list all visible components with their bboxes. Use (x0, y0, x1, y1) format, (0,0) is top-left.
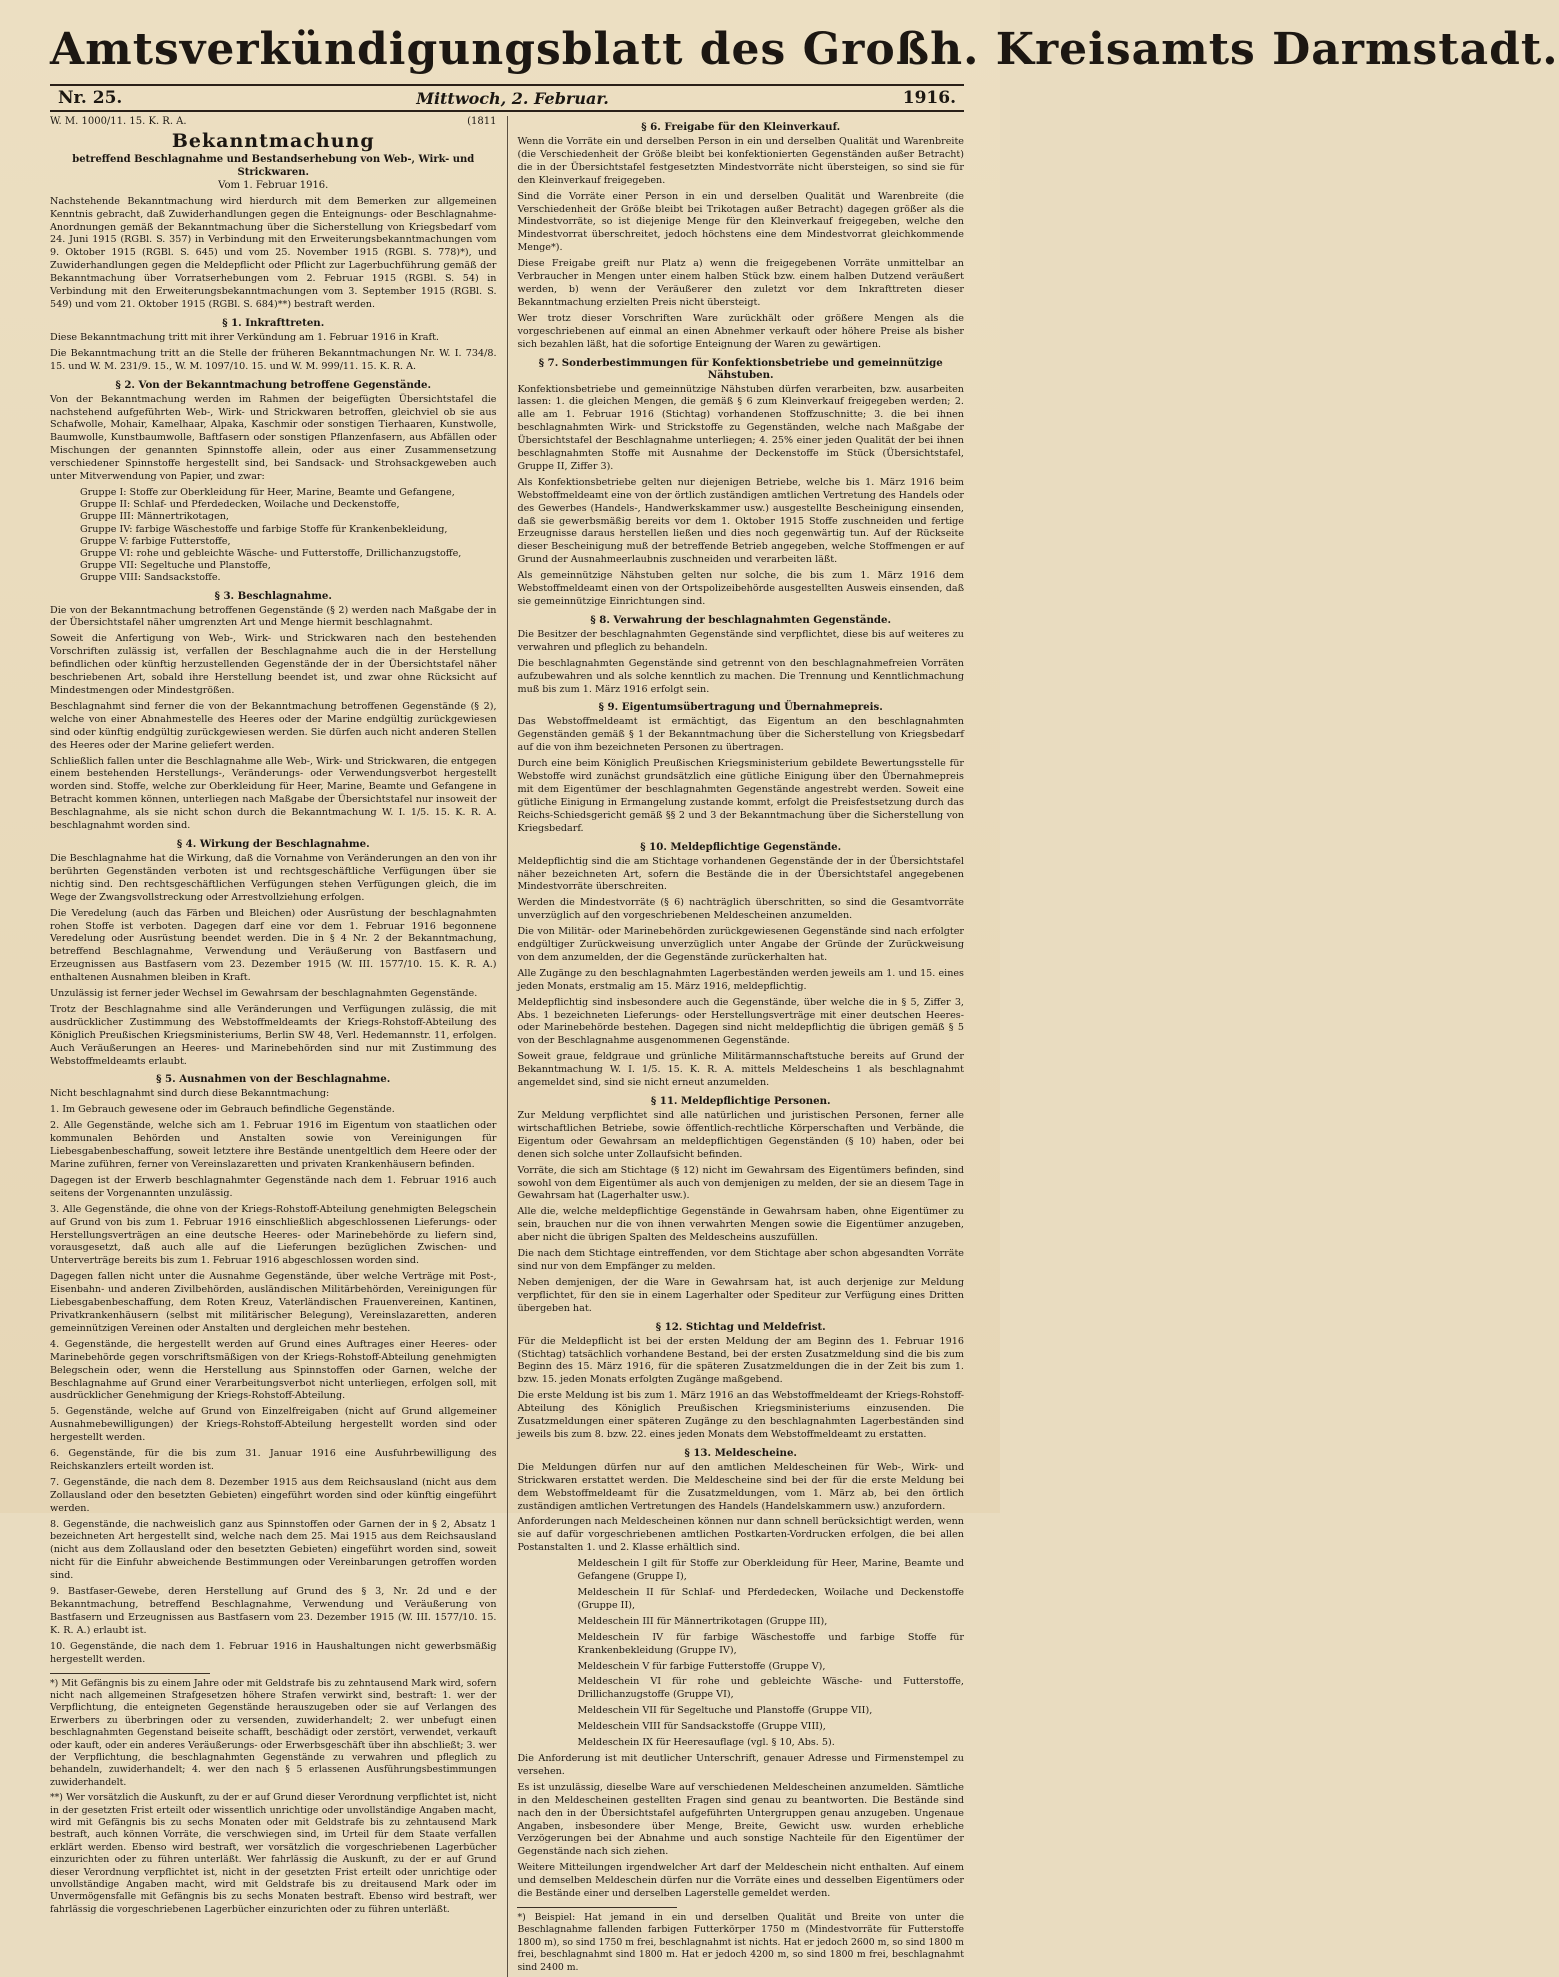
column-divider (507, 116, 508, 1977)
paragraph: Für die Meldepflicht ist bei der ersten Meldung der am Beginn des 1. Februar 1916 (Stichtag) tatsächlich vorhandene Bestand, bei der ersten Zusatzmeldung sind die bis zum Beginn des 15. März 1916, für die späteren Zusatzmeldungen die in der Zeit bis zum 1. bzw. 15. jeden Monats erfolgten Zugänge maßgebend. (517, 1335, 964, 1386)
paragraph: Von der Bekanntmachung werden im Rahmen der beigefügten Übersichtstafel die nachstehend aufgeführten Web-, Wirk- und Strickwaren betroffen, gleichviel ob sie aus Schafwolle, Mohair, Kamelhaar, Alpaka, Kaschmir oder sonstigen Tierhaaren, Kunstwolle, Baumwolle, Kunstbaumwolle, Baftfasern oder sonstigen Pflanzenfasern, aus Abfällen oder Mischungen der genannten Spinnstoffe allein, oder aus einer Zusammensetzung verschiedener Spinnstoffe hergestellt sind, bei Sandsack- und Strohsackgeweben auch unter Mitverwendung von Papier, und zwar: (50, 393, 497, 483)
issue-year: 1916. (902, 88, 956, 108)
section-4-title: § 4. Wirkung der Beschlagnahme. (176, 837, 370, 850)
section-13-title: § 13. Meldescheine. (684, 1446, 797, 1459)
meldeschein-item: Meldeschein IV für farbige Wäschestoffe und farbige Stoffe für Krankenbekleidung (Gruppe IV), (577, 1631, 964, 1656)
paragraph: Die Veredelung (auch das Färben und Bleichen) oder Ausrüstung der beschlagnahmten rohen Stoffe ist verboten. Dagegen darf eine vor dem 1. Februar 1916 begonnene Veredelung oder Ausrüstung beendet werden. Die in § 4 Nr. 2 der Bekanntmachung, betreffend Beschlagnahme, Verwendung und Veräußerung von Bastfasern und Erzeugnissen aus Bastfasern vom 23. Dezember 1915 (W. III. 1577/10. 15. K. R. A.) enthaltenen Ausnahmen bleiben in Kraft. (50, 907, 497, 984)
paragraph: Die Meldungen dürfen nur auf den amtlichen Meldescheinen für Web-, Wirk- und Strickwaren erstattet werden. Die Meldescheine sind bei der für die erste Meldung bei dem Webstoffmeldeamt für die Zusatzmeldungen, vom 1. März ab, bei den örtlich zuständigen amtlichen Vertretungen des Handels (Handelskammern usw.) anzufordern. (517, 1461, 964, 1512)
meldeschein-item: Meldeschein VIII für Sandsackstoffe (Gruppe VIII), (577, 1721, 826, 1733)
paragraph: Die beschlagnahmten Gegenstände sind getrennt von den beschlagnahmefreien Vorräten aufzubewahren und als solche kenntlich zu machen. Die Trennung und Kenntlichmachung muß bis zum 1. März 1916 erfolgt sein. (517, 657, 964, 695)
paragraph: Die Beschlagnahme hat die Wirkung, daß die Vornahme von Veränderungen an den von ihr berührten Gegenständen verboten ist und rechtsgeschäftliche Verfügungen über sie nichtig sind. Den rechtsgeschäftlichen Verfügungen stehen Verfügungen gleich, die im Wege der Zwangsvollstreckung oder Arrestvollziehung erfolgen. (50, 852, 497, 903)
paragraph: Unzulässig ist ferner jeder Wechsel im Gewahrsam der beschlagnahmten Gegenstände. (50, 988, 478, 1000)
announcement-heading: Bekanntmachung (171, 130, 375, 152)
paragraph: Meldepflichtig sind die am Stichtage vorhandenen Gegenstände der in der Übersichtstafel näher bezeichneten Art, sofern die Bestände die in der Übersichtstafel angegebenen Mindestvorräte überschreiten. (517, 855, 964, 893)
list-item: 9. Bastfaser-Gewebe, deren Herstellung auf Grund des § 3, Nr. 2d und e der Bekanntmachung, betreffend Beschlagnahme, Verwendung und Veräußerung von Bastfasern und Erzeugnissen aus Bastfasern vom 23. Dezember 1915 (W. III. 1577/10. 15. K. R. A.) erlaubt ist. (50, 1586, 497, 1636)
footnote: **) Wer vorsätzlich die Auskunft, zu der er auf Grund dieser Verordnung verpflichtet ist, nicht in der gesetzten Frist erteilt oder wissentlich unrichtige oder unvollständige Angaben macht, wird mit Gefängnis bis zu sechs Monaten oder mit Geldstrafe bis zu zehntausend Mark bestraft, auch können Vorräte, die verschwiegen sind, im Urteil für dem Staate verfallen erklärt werden. Ebenso wird bestraft, wer vorsätzlich die vorgeschriebenen Lagerbücher einzurichten oder zu führen unterläßt. Wer fahrlässig die Auskunft, zu der er auf Grund dieser Verordnung verpflichtet ist, nicht in der gesetzten Frist erteilt oder unrichtige oder unvollständige Angaben macht, wird mit Geldstrafe bis zu dreitausend Mark oder im Unvermögensfalle mit Gefängnis bis zu sechs Monaten bestraft. Ebenso wird bestraft, wer fahrlässig die vorgeschriebenen Lagerbücher einzurichten oder zu führen unterläßt. (50, 1792, 497, 1915)
section-8-title: § 8. Verwahrung der beschlagnahmten Gegenstände. (590, 613, 892, 626)
reference-number: (1811 (467, 116, 497, 127)
announcement-subtitle: betreffend Beschlagnahme und Bestandserhebung von Web-, Wirk- und Strickwaren. (72, 154, 475, 178)
masthead-title: Amtsverkündigungsblatt des Großh. Kreisamts Darmstadt. (50, 24, 1559, 75)
meldeschein-item: Meldeschein II für Schlaf- und Pferdedecken, Woilache und Deckenstoffe (Gruppe II), (577, 1587, 964, 1611)
group-item: Gruppe III: Männertrikotagen, (80, 511, 229, 523)
paragraph: Beschlagnahmt sind ferner die von der Bekanntmachung betroffenen Gegenstände (§ 2), welche von einer Abnahmestelle des Heeres oder der Marine endgültig zurückgewiesen sind oder künftig endgültig zurückgewiesen werden. Sie dürfen auch nicht anderen Stellen des Heeres oder der Marine geliefert werden. (50, 700, 497, 751)
group-item: Gruppe V: farbige Futterstoffe, (80, 535, 231, 547)
list-item: 7. Gegenstände, die nach dem 8. Dezember 1915 aus dem Reichsausland (nicht aus dem Zollausland oder den besetzten Gebieten) eingeführt worden sind oder künftig eingeführt werden. (50, 1476, 497, 1514)
section-12-title: § 12. Stichtag und Meldefrist. (655, 1320, 826, 1333)
group-item: Gruppe II: Schlaf- und Pferdedecken, Woilache und Deckenstoffe, (80, 499, 400, 511)
paragraph: Die Besitzer der beschlagnahmten Gegenstände sind verpflichtet, diese bis auf weiteres zu verwahren und pfleglich zu behandeln. (517, 628, 964, 653)
paragraph: Nicht beschlagnahmt sind durch diese Bekanntmachung: (50, 1088, 330, 1100)
group-item: Gruppe IV: farbige Wäschestoffe und farbige Stoffe für Krankenbekleidung, (80, 523, 448, 535)
paragraph: Konfektionsbetriebe und gemeinnützige Nähstuben dürfen verarbeiten, bzw. ausarbeiten lassen: 1. die gleichen Mengen, die gemäß § 6 zum Kleinverkauf freigegeben werden; 2. alle am 1. Februar 1916 (Stichtag) vorhandenen Stoffzuschnitte; 3. die bei ihnen beschlagnahmten Wirk- und Strickstoffe zu Gegenständen, welche nach Maßgabe der Übersichtstafel der Beschlagnahme unterliegen; 4. 25% einer jeden Qualität der bei ihnen beschlagnahmten Stoffe mit Ausnahme der Deckenstoffe im Stück (Übersichtstafel, Gruppe II, Ziffer 3). (517, 383, 964, 472)
paragraph: Das Webstoffmeldeamt ist ermächtigt, das Eigentum an den beschlagnahmten Gegenständen gemäß § 1 der Bekanntmachung über die Sicherstellung von Kriegsbedarf auf die von ihm bezeichneten Personen zu übertragen. (517, 716, 964, 754)
meldeschein-item: Meldeschein I gilt für Stoffe zur Oberkleidung für Heer, Marine, Beamte und Gefangene (Gruppe I), (577, 1558, 964, 1583)
group-item: Gruppe VIII: Sandsackstoffe. (80, 572, 221, 584)
list-item: 8. Gegenstände, die nachweislich ganz aus Spinnstoffen oder Garnen der in § 2, Absatz 1 bezeichneten Art hergestellt sind, welche nach dem 25. Mai 1915 aus dem Reichsausland (nicht aus dem Zollausland oder den besetzten Gebieten) eingeführt worden sind, soweit nicht für die Einfuhr abweichende Bestimmungen oder Vereinbarungen getroffen worden sind. (50, 1518, 497, 1582)
paragraph: Wer trotz dieser Vorschriften Ware zurückhält oder größere Mengen als die vorgeschriebenen auf einmal an einen Abnehmer verkauft oder höhere Preise als bisher sich bezahlen läßt, hat die sofortige Enteignung der Waren zu gewärtigen. (517, 312, 964, 350)
paragraph: Schließlich fallen unter die Beschlagnahme alle Web-, Wirk- und Strickwaren, die entgegen einem bestehenden Herstellungs-, Veränderungs- oder Verwendungsverbot hergestellt worden sind. Stoffe, welche zur Oberkleidung für Heer, Marine, Beamte und Gefangene in Betracht kommen können, unterliegen nach Maßgabe der Übersichtstafel nur insoweit der Beschlagnahme, als sie nicht schon durch die Bekanntmachung W. I. 1/5. 15. K. R. A. beschlagnahmt worden sind. (50, 755, 497, 832)
list-item: 1. Im Gebrauch gewesene oder im Gebrauch befindliche Gegenstände. (50, 1104, 395, 1116)
footnote: *) Mit Gefängnis bis zu einem Jahre oder mit Geldstrafe bis zu zehntausend Mark wird, sofern nicht nach allgemeinen Strafgesetzen höhere Strafen verwirkt sind, bestraft: 1. wer der Verpflichtung, die enteigneten Gegenstände herauszugeben oder sie auf Verlangen des Erwerbers zu überbringen oder zu versenden, zuwiderhandelt; 2. wer unbefugt einen beschlagnahmten Gegenstand beiseite schafft, beschädigt oder zerstört, verwendet, verkauft oder kauft, oder ein anderes Veräußerungs- oder Erwerbsgeschäft über ihn abschließt; 3. wer der Verpflichtung, die beschlagnahmten Gegenstände zu verwahren und pfleglich zu behandeln, zuwiderhandelt; 4. wer den nach § 5 erlassenen Ausführungsbestimmungen zuwiderhandelt. (50, 1677, 497, 1788)
section-11-title: § 11. Meldepflichtige Personen. (650, 1095, 831, 1107)
meldeschein-item: Meldeschein VII für Segeltuche und Planstoffe (Gruppe VII), (577, 1705, 873, 1717)
section-3-title: § 3. Beschlagnahme. (214, 589, 332, 602)
paragraph: Neben demjenigen, der die Ware in Gewahrsam hat, ist auch derjenige zur Meldung verpflichtet, für den sie in einem Lagerhalter oder Spediteur zur Verfügung eines Dritten übergeben hat. (517, 1276, 964, 1314)
paragraph: Vorräte, die sich am Stichtage (§ 12) nicht im Gewahrsam des Eigentümers befinden, sind sowohl von dem Eigentümer als auch von demjenigen zu melden, der sie an diesem Tage in Gewahrsam hat (Lagerhalter usw.). (517, 1164, 964, 1202)
paragraph: Weitere Mitteilungen irgendwelcher Art darf der Meldeschein nicht enthalten. Auf einem und demselben Meldeschein dürfen nur die Vorräte eines und desselben Eigentümers oder die Bestände einer und derselben Lagerstelle gemeldet werden. (517, 1862, 964, 1900)
paragraph: Werden die Mindestvorräte (§ 6) nachträglich überschritten, so sind die Gesamtvorräte unverzüglich auf den vorgeschriebenen Meldescheinen anzumelden. (517, 897, 964, 922)
group-list (80, 487, 497, 585)
paragraph: Soweit graue, feldgraue und grünliche Militärmannschaftstuche bereits auf Grund der Bekanntmachung W. I. 1/5. 15. K. R. A. mittels Meldescheins 1 als beschlagnahmt angemeldet sind, sind sie nicht erneut anzumelden. (517, 1051, 964, 1089)
list-item: Dagegen ist der Erwerb beschlagnahmter Gegenstände nach dem 1. Februar 1916 auch seitens der Vorgenannten unzulässig. (50, 1174, 497, 1199)
list-item: 6. Gegenstände, für die bis zum 31. Januar 1916 eine Ausfuhrbewilligung des Reichskanzlers erteilt worden ist. (50, 1448, 497, 1472)
paragraph: Alle Zugänge zu den beschlagnahmten Lagerbeständen werden jeweils am 1. und 15. eines jeden Monats, erstmalig am 15. März 1916, meldepflichtig. (517, 967, 964, 992)
paragraph: Diese Freigabe greift nur Platz a) wenn die freigegebenen Vorräte unmittelbar an Verbraucher in Mengen unter einem halben Stück bzw. einem halben Dutzend veräußert werden, b) wenn der Veräußerer den zuletzt vor dem Inkrafttreten dieser Bekanntmachung erzielten Preis nicht übersteigt. (517, 258, 964, 308)
paragraph: Meldepflichtig sind insbesondere auch die Gegenstände, über welche die in § 5, Ziffer 3, Abs. 1 bezeichneten Lieferungs- oder Herstellungsverträge mit einer deutschen Heeres- oder Marinebehörde bestehen. Dagegen sind nicht meldepflichtig die übrigen gemäß § 5 von der Beschlagnahme ausgenommenen Gegenstände. (517, 996, 964, 1047)
paragraph: Es ist unzulässig, dieselbe Ware auf verschiedenen Meldescheinen anzumelden. Sämtliche in den Meldescheinen gestellten Fragen sind genau zu beantworten. Die Bestände sind nach den in der Übersichtstafel aufgeführten Untergruppen genau anzugeben. Ungenaue Angaben, insbesondere über Menge, Breite, Gewicht usw. wurden erhebliche Verzögerungen bei der Abnahme und auch sonstige Nachteile für den Eigentümer der Gegenstände nach sich ziehen. (517, 1781, 964, 1858)
paragraph: Wenn die Vorräte ein und derselben Person in ein und derselben Qualität und Warenbreite (die Verschiedenheit der Größe bleibt bei konfektionierten Gegenständen außer Betracht) die in der Übersichtstafel festgesetzten Mindestvorräte nicht übersteigen, so sind sie für den Kleinverkauf freigegeben. (517, 136, 964, 186)
list-item: 10. Gegenstände, die nach dem 1. Februar 1916 in Haushaltungen nicht gewerbsmäßig hergestellt werden. (50, 1640, 497, 1665)
meldeschein-item: Meldeschein IX für Heeresauflage (vgl. § 10, Abs. 5). (577, 1737, 835, 1749)
paragraph: Die Bekanntmachung tritt an die Stelle der früheren Bekanntmachungen Nr. W. I. 734/8. 15. und W. M. 231/9. 15., W. M. 1097/10. 15. und W. M. 999/11. 15. K. R. A. (50, 347, 497, 372)
reference-line (50, 116, 497, 127)
announcement-date: Vom 1. Februar 1916. (218, 179, 329, 191)
section-6-title: § 6. Freigabe für den Kleinverkauf. (641, 121, 841, 133)
paragraph: Die Anforderung ist mit deutlicher Unterschrift, genauer Adresse und Firmenstempel zu versehen. (517, 1752, 964, 1777)
footnote-divider (517, 1907, 677, 1908)
paragraph: Die von Militär- oder Marinebehörden zurückgewiesenen Gegenstände sind nach erfolgter endgültiger Zurückweisung unverzüglich unter Angabe der Gründe der Zurückweisung von dem anzumelden, der die Gegenstände zurückerhalten hat. (517, 926, 964, 963)
group-item: Gruppe VI: rohe und gebleichte Wäsche- und Futterstoffe, Drillichanzugstoffe, (80, 547, 462, 559)
list-item: 5. Gegenstände, welche auf Grund von Einzelfreigaben (nicht auf Grund allgemeiner Ausnahmebewilligungen) der Kriegs-Rohstoff-Abteilung hergestellt worden sind oder hergestellt werden. (50, 1406, 497, 1444)
paragraph: Diese Bekanntmachung tritt mit ihrer Verkündung am 1. Februar 1916 in Kraft. (50, 331, 439, 343)
issue-number: Nr. 25. (58, 88, 123, 108)
footnote-divider (50, 1673, 210, 1674)
meldeschein-list (577, 1558, 964, 1750)
paragraph: Soweit die Anfertigung von Web-, Wirk- und Strickwaren nach den bestehenden Vorschriften zulässig ist, verfallen der Beschlagnahme auch die in der Herstellung befindlichen oder künftig herzustellenden Gegenstände der in der Übersichtstafel näher beschriebenen Art, sobald ihre Herstellung beendet ist, und zwar ohne Rücksicht auf Mindestmengen oder Mindestgrößen. (50, 633, 497, 696)
intro-paragraph: Nachstehende Bekanntmachung wird hierdurch mit dem Bemerken zur allgemeinen Kenntnis gebracht, daß Zuwiderhandlungen gegen die Enteignungs- oder Beschlagnahme-Anordnungen gemäß der Bekanntmachung über die Sicherstellung von Kriegsbedarf vom 24. Juni 1915 (RGBl. S. 357) in Verbindung mit den Erweiterungsbekanntmachungen vom 9. Oktober 1915 (RGBl. S. 645) und vom 25. November 1915 (RGBl. S. 778)*), und Zuwiderhandlungen gegen die Meldepflicht oder Pflicht zur Lagerbuchführung gemäß der Bekanntmachung über Vorratserhebungen vom 2. Februar 1915 (RGBl. S. 54) in Verbindung mit den Erweiterungsbekanntmachungen vom 3. September 1915 (RGBl. S. 549) und vom 21. Oktober 1915 (RGBl. S. 684)**) bestraft werden. (50, 195, 497, 310)
section-9-title: § 9. Eigentumsübertragung und Übernahmepreis. (598, 701, 883, 714)
paragraph: Die erste Meldung ist bis zum 1. März 1916 an das Webstoffmeldeamt der Kriegs-Rohstoff-Abteilung des Königlich Preußischen Kriegsministeriums einzusenden. Die Zusatzmeldungen einer späteren Zugänge zu den beschlagnahmten Lagerbeständen sind jeweils bis zum 8. bzw. 22. eines jeden Monats dem Webstoffmeldeamt zu erstatten. (517, 1390, 964, 1440)
section-1-title: § 1. Inkrafttreten. (222, 316, 325, 329)
group-item: Gruppe I: Stoffe zur Oberkleidung für Heer, Marine, Beamte und Gefangene, (80, 486, 455, 498)
paragraph: Trotz der Beschlagnahme sind alle Veränderungen und Verfügungen zulässig, die mit ausdrücklicher Zustimmung des Webstoffmeldeamts der Kriegs-Rohstoff-Abteilung des Königlich Preußischen Kriegsministeriums, Berlin SW 48, Verl. Hedemannstr. 11, erfolgen. Auch Veräußerungen an Heeres- und Marinebehörden sind nur mit Zustimmung des Webstoffmeldeamts erlaubt. (50, 1003, 497, 1067)
group-item: Gruppe VII: Segeltuche und Planstoffe, (80, 560, 271, 572)
paragraph: Die von der Bekanntmachung betroffenen Gegenstände (§ 2) werden nach Maßgabe der in der Übersichtstafel näher umgrenzten Art und Menge hiermit beschlagnahmt. (50, 604, 497, 629)
paragraph: Anforderungen nach Meldescheinen können nur dann schnell berücksichtigt werden, wenn sie auf dafür vorgeschriebenen amtlichen Postkarten-Vordrucken erfolgen, die bei allen Postanstalten 1. und 2. Klasse erhältlich sind. (517, 1516, 964, 1554)
columns (50, 116, 964, 1977)
list-item: 2. Alle Gegenstände, welche sich am 1. Februar 1916 im Eigentum von staatlichen oder kommunalen Behörden und Anstalten sowie von Vereinigungen für Liebesgabenbeschaffung, soweit letztere ihre Bestände unentgeltlich dem Heere oder der Marine zuführen, ferner von Vereinslazaretten und privaten Krankenhäusern befinden. (50, 1120, 497, 1170)
paragraph: Sind die Vorräte einer Person in ein und derselben Qualität und Warenbreite (die Verschiedenheit der Größe bleibt bei Trikotagen außer Betracht) dagegen größer als die Mindestvorräte, so ist diejenige Menge für den Kleinverkauf freigegeben, welche den Mindestvorrat überschreitet, jedoch höchstens eine dem Mindestvorrat gleichkommende Menge*). (517, 190, 964, 254)
reference-code: W. M. 1000/11. 15. K. R. A. (50, 116, 187, 127)
section-10-title: § 10. Meldepflichtige Gegenstände. (640, 840, 842, 853)
list-item: Dagegen fallen nicht unter die Ausnahme Gegenstände, über welche Verträge mit Post-, Eisenbahn- und anderen Zivilbehörden, ausländischen Militärbehörden, Vereinigungen für Liebesgabenbeschaffung, dem Roten Kreuz, Vaterländischen Frauenvereinen, Kantinen, Privatkrankenhäusern (selbst mit militärischer Belegung), Vereinslazaretten, anderen gemeinnützigen Vereinen oder Anstalten und dergleichen mehr bestehen. (50, 1271, 497, 1334)
issue-date: Mittwoch, 2. Februar. (416, 89, 609, 108)
paragraph: Zur Meldung verpflichtet sind alle natürlichen und juristischen Personen, ferner alle wirtschaftlichen Betriebe, sowie öffentlich-rechtliche Körperschaften und Verbände, die Eigentum oder Gewahrsam an meldepflichtigen Gegenständen (§ 10) haben, oder bei denen sich solche unter Zollaufsicht befinden. (517, 1110, 964, 1160)
section-7-title: § 7. Sonderbestimmungen für Konfektionsbetriebe und gemeinnützige Nähstuben. (538, 356, 943, 381)
meldeschein-item: Meldeschein III für Männertrikotagen (Gruppe III), (577, 1615, 828, 1627)
right-column (517, 116, 964, 1977)
paragraph: Alle die, welche meldepflichtige Gegenstände in Gewahrsam haben, ohne Eigentümer zu sein, brauchen nur die von ihnen verwahrten Mengen sowie die Eigentümer anzugeben, aber nicht die übrigen Spalten des Meldescheins auszufüllen. (517, 1206, 964, 1244)
issue-line (50, 84, 964, 112)
left-column (50, 116, 497, 1977)
footnote: *) Beispiel: Hat jemand in ein und derselben Qualität und Breite von unter die Beschlagnahme fallenden farbigen Futterkörper 1750 m (Mindestvorräte für Futterstoffe 1800 m), so sind 1750 m frei, beschlagnahmt ist nichts. Hat er jedoch 2600 m, so sind 1800 m frei, beschlagnahmt sind 1800 m. Hat er jedoch 4200 m, so sind 1800 m frei, beschlagnahmt sind 2400 m. (517, 1911, 964, 1973)
section-2-title: § 2. Von der Bekanntmachung betroffene Gegenstände. (115, 378, 432, 391)
paragraph: Als gemeinnützige Nähstuben gelten nur solche, die bis zum 1. März 1916 dem Webstoffmeldeamt einen von der Ortspolizeibehörde ausgestellten Ausweis einsenden, daß sie gemeinnützige Einrichtungen sind. (517, 570, 964, 607)
meldeschein-item: Meldeschein V für farbige Futterstoffe (Gruppe V), (577, 1660, 826, 1672)
list-item: 4. Gegenstände, die hergestellt werden auf Grund eines Auftrages einer Heeres- oder Marinebehörde gegen vorschriftsmäßigen von der Kriegs-Rohstoff-Abteilung genehmigten Belegschein oder, wenn die Herstellung aus Spinnstoffen oder Garnen, welche der Beschlagnahme auf Grund einer Verarbeitungsverbot nicht unterliegen, erfolgen soll, mit ausdrücklicher Genehmigung der Kriegs-Rohstoff-Abteilung. (50, 1338, 497, 1402)
paragraph: Als Konfektionsbetriebe gelten nur diejenigen Betriebe, welche bis 1. März 1916 beim Webstoffmeldeamt eine von der örtlich zuständigen amtlichen Vertretung des Handels oder des Gewerbes (Handels-, Handwerkskammer usw.) ausgestellte Bescheinigung einsenden, daß sie gewerbsmäßig bereits vor dem 1. Oktober 1915 Stoffe zuschneiden und fertige Erzeugnisse daraus herstellen ließen und dies noch gegenwärtig tun. Auf der Rückseite dieser Bescheinigung muß der betreffende Betrieb angegeben, welche Stoffmengen er auf Grund der Ausnahmeerlaubnis zuschneiden und verarbeiten läßt. (517, 476, 964, 566)
section-5-title: § 5. Ausnahmen von der Beschlagnahme. (156, 1073, 391, 1086)
paragraph: Durch eine beim Königlich Preußischen Kriegsministerium gebildete Bewertungsstelle für Webstoffe wird zunächst grundsätzlich eine gütliche Einigung über den Übernahmepreis mit dem Eigentümer der beschlagnahmten Gegenstände angestrebt werden. Soweit eine gütliche Einigung in Ermangelung zustande kommt, erfolgt die Preisfestsetzung durch das Reichs-Schiedsgericht gemäß §§ 2 und 3 der Bekanntmachung über die Sicherstellung von Kriegsbedarf. (517, 758, 964, 834)
meldeschein-item: Meldeschein VI für rohe und gebleichte Wäsche- und Futterstoffe, Drillichanzugstoffe (Gruppe VI), (577, 1676, 964, 1701)
paragraph: Die nach dem Stichtage eintreffenden, vor dem Stichtage aber schon abgesandten Vorräte sind nur von dem Empfänger zu melden. (517, 1248, 964, 1272)
list-item: 3. Alle Gegenstände, die ohne von der Kriegs-Rohstoff-Abteilung genehmigten Belegschein auf Grund von bis zum 1. Februar 1916 einschließlich abgeschlossenen Lieferungs- oder Herstellungsverträgen an eine deutsche Heeres- oder Marinebehörde zu liefern sind, vorausgesetzt, daß auch alle auf die Lieferungen bezüglichen Zwischen- und Unterverträge bereits bis zum 1. Februar 1916 abgeschlossen worden sind. (50, 1203, 497, 1267)
